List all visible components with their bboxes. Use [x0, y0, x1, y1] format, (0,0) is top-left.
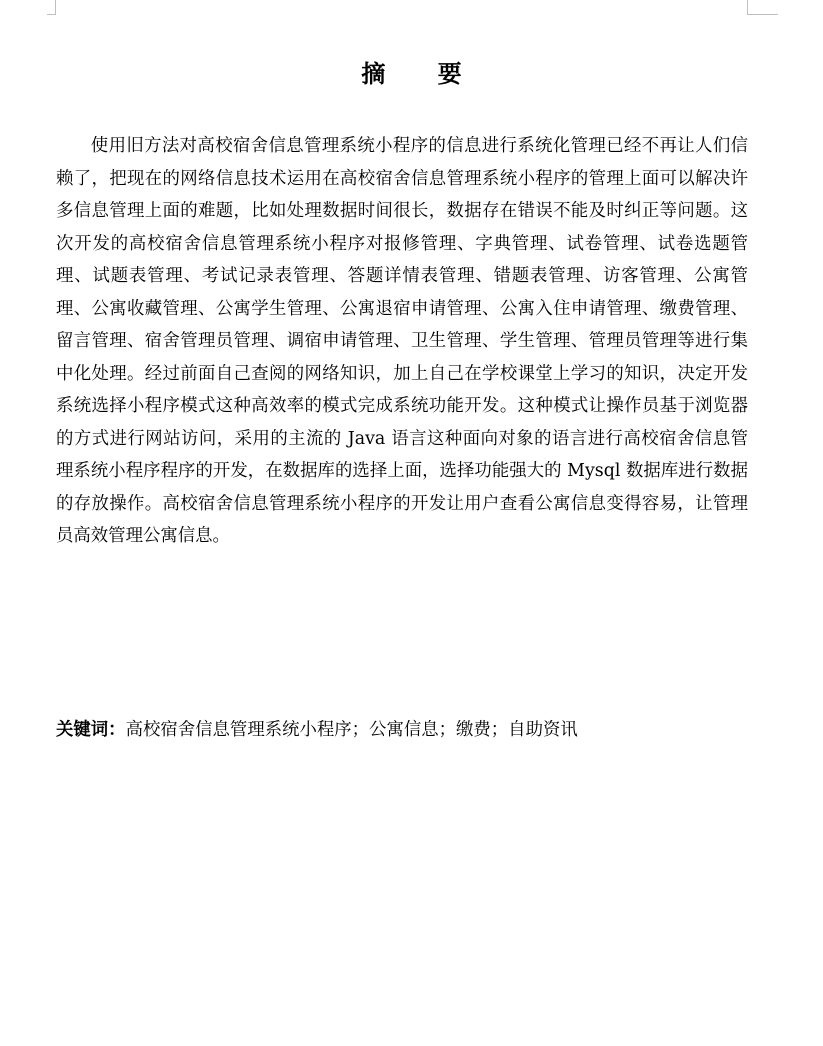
crop-mark-top-left	[47, 0, 56, 15]
page-title: 摘 要	[361, 59, 484, 88]
keywords-line	[56, 714, 748, 746]
crop-mark-top-right	[747, 0, 778, 15]
keywords-text: 高校宿舍信息管理系统小程序；公寓信息；缴费；自助资讯	[125, 720, 578, 740]
keywords-label: 关键词：	[56, 720, 126, 740]
abstract-paragraph: 使用旧方法对高校宿舍信息管理系统小程序的信息进行系统化管理已经不再让人们信赖了，把现在的网络信息技术运用在高校宿舍信息管理系统小程序的管理上面可以解决许多信息管理上面的难题，比如处理数据时间很长，数据存在错误不能及时纠正等问题。这次开发的高校宿舍信息管理系统小程序对报修管理、字典管理、试卷管理、试卷选题管理、试题表管理、考试记录表管理、答题详情表管理、错题表管理、访客管理、公寓管理、公寓收藏管理、公寓学生管理、公寓退宿申请管理、公寓入住申请管理、缴费管理、留言管理、宿舍管理员管理、调宿申请管理、卫生管理、学生管理、管理员管理等进行集中化处理。经过前面自己查阅的网络知识，加上自己在学校课堂上学习的知识，决定开发系统选择小程序模式这种高效率的模式完成系统功能开发。这种模式让操作员基于浏览器的方式进行网站访问，采用的主流的 Java 语言这种面向对象的语言进行高校宿舍信息管理系统小程序程序的开发，在数据库的选择上面，选择功能强大的 Mysql 数据库进行数据的存放操作。高校宿舍信息管理系统小程序的开发让用户查看公寓信息变得容易，让管理员高效管理公寓信息。	[56, 136, 748, 546]
